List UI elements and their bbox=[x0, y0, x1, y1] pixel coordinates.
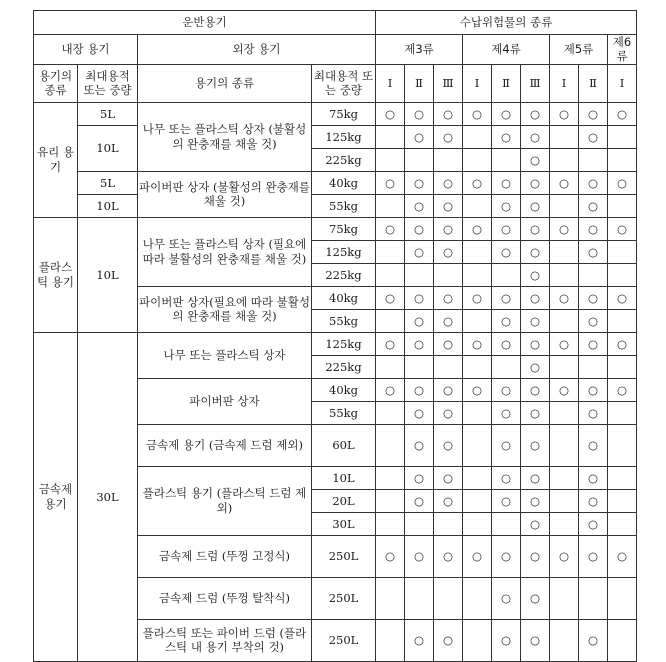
empty-mark-cell bbox=[376, 466, 405, 489]
circle-mark: ○ bbox=[434, 125, 463, 148]
empty-mark-cell bbox=[550, 148, 579, 171]
circle-mark: ○ bbox=[579, 424, 608, 466]
outer-type-header: 용기의 종류 bbox=[138, 64, 312, 102]
circle-mark: ○ bbox=[579, 332, 608, 355]
empty-mark-cell bbox=[550, 355, 579, 378]
empty-mark-cell bbox=[492, 148, 521, 171]
empty-mark-cell bbox=[376, 148, 405, 171]
empty-mark-cell bbox=[376, 194, 405, 217]
outer-type-fiber-box-filled: 파이버판 상자 (불활성의 완충재를 채울 것) bbox=[138, 171, 312, 217]
grade-header: Ⅱ bbox=[579, 64, 608, 102]
circle-mark: ○ bbox=[550, 378, 579, 401]
circle-mark: ○ bbox=[492, 577, 521, 619]
capacity-125kg: 125kg bbox=[312, 125, 376, 148]
circle-mark: ○ bbox=[405, 217, 434, 240]
empty-mark-cell bbox=[463, 240, 492, 263]
circle-mark: ○ bbox=[521, 309, 550, 332]
empty-mark-cell bbox=[376, 489, 405, 512]
inner-capacity-header: 최대용적 또는 중량 bbox=[78, 64, 138, 102]
capacity-125kg: 125kg bbox=[312, 332, 376, 355]
empty-mark-cell bbox=[550, 577, 579, 619]
circle-mark: ○ bbox=[521, 332, 550, 355]
empty-mark-cell bbox=[492, 355, 521, 378]
circle-mark: ○ bbox=[405, 378, 434, 401]
capacity-250l: 250L bbox=[312, 619, 376, 661]
circle-mark: ○ bbox=[550, 102, 579, 125]
empty-mark-cell bbox=[550, 512, 579, 535]
empty-mark-cell bbox=[463, 309, 492, 332]
capacity-225kg: 225kg bbox=[312, 148, 376, 171]
empty-mark-cell bbox=[376, 577, 405, 619]
circle-mark: ○ bbox=[405, 424, 434, 466]
empty-mark-cell bbox=[434, 355, 463, 378]
circle-mark: ○ bbox=[608, 378, 637, 401]
class3-header: 제3류 bbox=[376, 35, 463, 65]
circle-mark: ○ bbox=[434, 194, 463, 217]
circle-mark: ○ bbox=[521, 148, 550, 171]
empty-mark-cell bbox=[376, 125, 405, 148]
circle-mark: ○ bbox=[521, 489, 550, 512]
empty-mark-cell bbox=[579, 263, 608, 286]
circle-mark: ○ bbox=[521, 194, 550, 217]
circle-mark: ○ bbox=[579, 240, 608, 263]
outer-type-wood-box: 나무 또는 플라스틱 상자 bbox=[138, 332, 312, 378]
circle-mark: ○ bbox=[376, 286, 405, 309]
empty-mark-cell bbox=[463, 577, 492, 619]
circle-mark: ○ bbox=[434, 466, 463, 489]
transport-container-header: 운반용기 bbox=[34, 11, 376, 35]
empty-mark-cell bbox=[405, 577, 434, 619]
circle-mark: ○ bbox=[405, 619, 434, 661]
capacity-225kg: 225kg bbox=[312, 355, 376, 378]
empty-mark-cell bbox=[376, 240, 405, 263]
circle-mark: ○ bbox=[521, 240, 550, 263]
circle-mark: ○ bbox=[492, 619, 521, 661]
inner-capacity-10l: 10L bbox=[78, 194, 138, 217]
circle-mark: ○ bbox=[550, 171, 579, 194]
class6-header: 제6류 bbox=[608, 35, 637, 65]
empty-mark-cell bbox=[550, 240, 579, 263]
circle-mark: ○ bbox=[550, 217, 579, 240]
empty-mark-cell bbox=[608, 577, 637, 619]
circle-mark: ○ bbox=[579, 512, 608, 535]
circle-mark: ○ bbox=[405, 401, 434, 424]
empty-mark-cell bbox=[405, 263, 434, 286]
empty-mark-cell bbox=[608, 194, 637, 217]
empty-mark-cell bbox=[463, 489, 492, 512]
circle-mark: ○ bbox=[492, 378, 521, 401]
circle-mark: ○ bbox=[492, 535, 521, 577]
capacity-75kg: 75kg bbox=[312, 217, 376, 240]
empty-mark-cell bbox=[579, 355, 608, 378]
circle-mark: ○ bbox=[376, 378, 405, 401]
capacity-30l: 30L bbox=[312, 512, 376, 535]
circle-mark: ○ bbox=[521, 466, 550, 489]
circle-mark: ○ bbox=[434, 240, 463, 263]
class4-header: 제4류 bbox=[463, 35, 550, 65]
outer-type-fiber-box-optional: 파이버판 상자(필요에 따라 불활성의 완충재를 채울 것) bbox=[138, 286, 312, 332]
empty-mark-cell bbox=[608, 148, 637, 171]
circle-mark: ○ bbox=[405, 286, 434, 309]
circle-mark: ○ bbox=[434, 309, 463, 332]
outer-type-metal-drum-removable: 금속제 드럼 (뚜껑 탈착식) bbox=[138, 577, 312, 619]
grade-header: Ⅱ bbox=[405, 64, 434, 102]
circle-mark: ○ bbox=[434, 535, 463, 577]
circle-mark: ○ bbox=[608, 535, 637, 577]
circle-mark: ○ bbox=[579, 171, 608, 194]
empty-mark-cell bbox=[463, 424, 492, 466]
circle-mark: ○ bbox=[492, 286, 521, 309]
inner-type-glass: 유리 용기 bbox=[34, 102, 78, 217]
circle-mark: ○ bbox=[492, 466, 521, 489]
circle-mark: ○ bbox=[521, 355, 550, 378]
container-classification-table bbox=[33, 10, 637, 662]
empty-mark-cell bbox=[463, 148, 492, 171]
capacity-55kg: 55kg bbox=[312, 194, 376, 217]
grade-header: Ⅰ bbox=[463, 64, 492, 102]
circle-mark: ○ bbox=[579, 309, 608, 332]
circle-mark: ○ bbox=[521, 263, 550, 286]
circle-mark: ○ bbox=[463, 102, 492, 125]
inner-type-metal: 금속제 용기 bbox=[34, 332, 78, 661]
circle-mark: ○ bbox=[376, 217, 405, 240]
empty-mark-cell bbox=[550, 424, 579, 466]
inner-capacity-5l: 5L bbox=[78, 102, 138, 125]
empty-mark-cell bbox=[550, 401, 579, 424]
outer-container-header: 외장 용기 bbox=[138, 35, 376, 65]
circle-mark: ○ bbox=[434, 424, 463, 466]
circle-mark: ○ bbox=[376, 171, 405, 194]
empty-mark-cell bbox=[550, 619, 579, 661]
circle-mark: ○ bbox=[579, 102, 608, 125]
circle-mark: ○ bbox=[608, 286, 637, 309]
inner-type-header: 용기의 종류 bbox=[34, 64, 78, 102]
grade-header: Ⅲ bbox=[434, 64, 463, 102]
circle-mark: ○ bbox=[492, 171, 521, 194]
circle-mark: ○ bbox=[492, 309, 521, 332]
capacity-10l: 10L bbox=[312, 466, 376, 489]
capacity-55kg: 55kg bbox=[312, 309, 376, 332]
circle-mark: ○ bbox=[405, 125, 434, 148]
empty-mark-cell bbox=[492, 263, 521, 286]
circle-mark: ○ bbox=[521, 424, 550, 466]
circle-mark: ○ bbox=[550, 535, 579, 577]
grade-header: Ⅰ bbox=[376, 64, 405, 102]
outer-type-plastic-can: 플라스틱 용기 (플라스틱 드럼 제외) bbox=[138, 466, 312, 535]
circle-mark: ○ bbox=[492, 125, 521, 148]
empty-mark-cell bbox=[376, 619, 405, 661]
outer-type-plastic-fiber-drum: 플라스틱 또는 파이버 드럼 (플라스틱 내 용기 부착의 것) bbox=[138, 619, 312, 661]
circle-mark: ○ bbox=[579, 489, 608, 512]
empty-mark-cell bbox=[463, 619, 492, 661]
circle-mark: ○ bbox=[405, 309, 434, 332]
circle-mark: ○ bbox=[434, 332, 463, 355]
circle-mark: ○ bbox=[521, 217, 550, 240]
grade-header: Ⅲ bbox=[521, 64, 550, 102]
empty-mark-cell bbox=[608, 401, 637, 424]
class5-header: 제5류 bbox=[550, 35, 608, 65]
empty-mark-cell bbox=[376, 512, 405, 535]
empty-mark-cell bbox=[434, 577, 463, 619]
circle-mark: ○ bbox=[434, 286, 463, 309]
grade-header: Ⅱ bbox=[492, 64, 521, 102]
circle-mark: ○ bbox=[405, 240, 434, 263]
circle-mark: ○ bbox=[521, 378, 550, 401]
empty-mark-cell bbox=[434, 148, 463, 171]
outer-type-wood-box-filled: 나무 또는 플라스틱 상자 (불활성의 완충재를 채울 것) bbox=[138, 102, 312, 171]
empty-mark-cell bbox=[550, 309, 579, 332]
inner-type-plastic: 플라스틱 용기 bbox=[34, 217, 78, 332]
empty-mark-cell bbox=[608, 355, 637, 378]
circle-mark: ○ bbox=[608, 102, 637, 125]
circle-mark: ○ bbox=[579, 286, 608, 309]
circle-mark: ○ bbox=[608, 332, 637, 355]
circle-mark: ○ bbox=[463, 378, 492, 401]
circle-mark: ○ bbox=[579, 378, 608, 401]
circle-mark: ○ bbox=[521, 619, 550, 661]
circle-mark: ○ bbox=[492, 240, 521, 263]
circle-mark: ○ bbox=[521, 102, 550, 125]
circle-mark: ○ bbox=[434, 619, 463, 661]
empty-mark-cell bbox=[608, 125, 637, 148]
circle-mark: ○ bbox=[434, 171, 463, 194]
circle-mark: ○ bbox=[463, 535, 492, 577]
empty-mark-cell bbox=[608, 309, 637, 332]
empty-mark-cell bbox=[492, 512, 521, 535]
empty-mark-cell bbox=[608, 263, 637, 286]
empty-mark-cell bbox=[376, 309, 405, 332]
empty-mark-cell bbox=[550, 489, 579, 512]
circle-mark: ○ bbox=[492, 194, 521, 217]
empty-mark-cell bbox=[463, 125, 492, 148]
capacity-225kg: 225kg bbox=[312, 263, 376, 286]
circle-mark: ○ bbox=[521, 577, 550, 619]
circle-mark: ○ bbox=[463, 171, 492, 194]
empty-mark-cell bbox=[434, 512, 463, 535]
inner-capacity-10l: 10L bbox=[78, 125, 138, 171]
circle-mark: ○ bbox=[434, 217, 463, 240]
circle-mark: ○ bbox=[434, 489, 463, 512]
circle-mark: ○ bbox=[608, 171, 637, 194]
capacity-250l: 250L bbox=[312, 577, 376, 619]
empty-mark-cell bbox=[376, 424, 405, 466]
capacity-250l: 250L bbox=[312, 535, 376, 577]
capacity-125kg: 125kg bbox=[312, 240, 376, 263]
outer-type-metal-can: 금속제 용기 (금속제 드럼 제외) bbox=[138, 424, 312, 466]
circle-mark: ○ bbox=[521, 171, 550, 194]
empty-mark-cell bbox=[405, 355, 434, 378]
inner-capacity-10l: 10L bbox=[78, 217, 138, 332]
empty-mark-cell bbox=[608, 240, 637, 263]
circle-mark: ○ bbox=[463, 217, 492, 240]
circle-mark: ○ bbox=[492, 424, 521, 466]
circle-mark: ○ bbox=[376, 102, 405, 125]
grade-header: Ⅰ bbox=[608, 64, 637, 102]
grade-header: Ⅰ bbox=[550, 64, 579, 102]
circle-mark: ○ bbox=[434, 378, 463, 401]
empty-mark-cell bbox=[376, 263, 405, 286]
empty-mark-cell bbox=[579, 577, 608, 619]
circle-mark: ○ bbox=[521, 401, 550, 424]
empty-mark-cell bbox=[405, 512, 434, 535]
empty-mark-cell bbox=[463, 355, 492, 378]
capacity-40kg: 40kg bbox=[312, 286, 376, 309]
empty-mark-cell bbox=[463, 466, 492, 489]
circle-mark: ○ bbox=[521, 512, 550, 535]
circle-mark: ○ bbox=[405, 102, 434, 125]
circle-mark: ○ bbox=[492, 217, 521, 240]
empty-mark-cell bbox=[608, 424, 637, 466]
empty-mark-cell bbox=[463, 401, 492, 424]
empty-mark-cell bbox=[434, 263, 463, 286]
empty-mark-cell bbox=[608, 619, 637, 661]
empty-mark-cell bbox=[463, 194, 492, 217]
empty-mark-cell bbox=[376, 401, 405, 424]
empty-mark-cell bbox=[405, 148, 434, 171]
circle-mark: ○ bbox=[579, 535, 608, 577]
capacity-20l: 20L bbox=[312, 489, 376, 512]
circle-mark: ○ bbox=[434, 102, 463, 125]
circle-mark: ○ bbox=[405, 489, 434, 512]
circle-mark: ○ bbox=[405, 171, 434, 194]
circle-mark: ○ bbox=[579, 619, 608, 661]
empty-mark-cell bbox=[608, 466, 637, 489]
circle-mark: ○ bbox=[434, 401, 463, 424]
empty-mark-cell bbox=[463, 263, 492, 286]
outer-type-metal-drum-fixed: 금속제 드럼 (뚜껑 고정식) bbox=[138, 535, 312, 577]
circle-mark: ○ bbox=[521, 535, 550, 577]
circle-mark: ○ bbox=[492, 102, 521, 125]
circle-mark: ○ bbox=[405, 535, 434, 577]
empty-mark-cell bbox=[550, 125, 579, 148]
capacity-40kg: 40kg bbox=[312, 171, 376, 194]
circle-mark: ○ bbox=[608, 217, 637, 240]
capacity-40kg: 40kg bbox=[312, 378, 376, 401]
circle-mark: ○ bbox=[579, 401, 608, 424]
circle-mark: ○ bbox=[405, 194, 434, 217]
empty-mark-cell bbox=[376, 355, 405, 378]
circle-mark: ○ bbox=[463, 286, 492, 309]
circle-mark: ○ bbox=[492, 332, 521, 355]
empty-mark-cell bbox=[608, 512, 637, 535]
empty-mark-cell bbox=[579, 148, 608, 171]
circle-mark: ○ bbox=[463, 332, 492, 355]
capacity-60l: 60L bbox=[312, 424, 376, 466]
circle-mark: ○ bbox=[521, 125, 550, 148]
empty-mark-cell bbox=[550, 466, 579, 489]
circle-mark: ○ bbox=[376, 332, 405, 355]
capacity-55kg: 55kg bbox=[312, 401, 376, 424]
empty-mark-cell bbox=[463, 512, 492, 535]
outer-type-wood-box-optional: 나무 또는 플라스틱 상자 (필요에 따라 불활성의 완충재를 채울 것) bbox=[138, 217, 312, 286]
circle-mark: ○ bbox=[492, 401, 521, 424]
inner-capacity-30l: 30L bbox=[78, 332, 138, 661]
circle-mark: ○ bbox=[579, 466, 608, 489]
circle-mark: ○ bbox=[405, 466, 434, 489]
hazard-classes-header: 수납위험물의 종류 bbox=[376, 11, 637, 35]
outer-capacity-header: 최대용적 또는 중량 bbox=[312, 64, 376, 102]
circle-mark: ○ bbox=[405, 332, 434, 355]
circle-mark: ○ bbox=[492, 489, 521, 512]
circle-mark: ○ bbox=[579, 125, 608, 148]
empty-mark-cell bbox=[608, 489, 637, 512]
inner-container-header: 내장 용기 bbox=[34, 35, 138, 65]
circle-mark: ○ bbox=[521, 286, 550, 309]
circle-mark: ○ bbox=[579, 194, 608, 217]
empty-mark-cell bbox=[550, 194, 579, 217]
capacity-75kg: 75kg bbox=[312, 102, 376, 125]
inner-capacity-5l: 5L bbox=[78, 171, 138, 194]
circle-mark: ○ bbox=[579, 217, 608, 240]
empty-mark-cell bbox=[550, 263, 579, 286]
circle-mark: ○ bbox=[550, 332, 579, 355]
outer-type-fiber-box: 파이버판 상자 bbox=[138, 378, 312, 424]
circle-mark: ○ bbox=[376, 535, 405, 577]
circle-mark: ○ bbox=[550, 286, 579, 309]
